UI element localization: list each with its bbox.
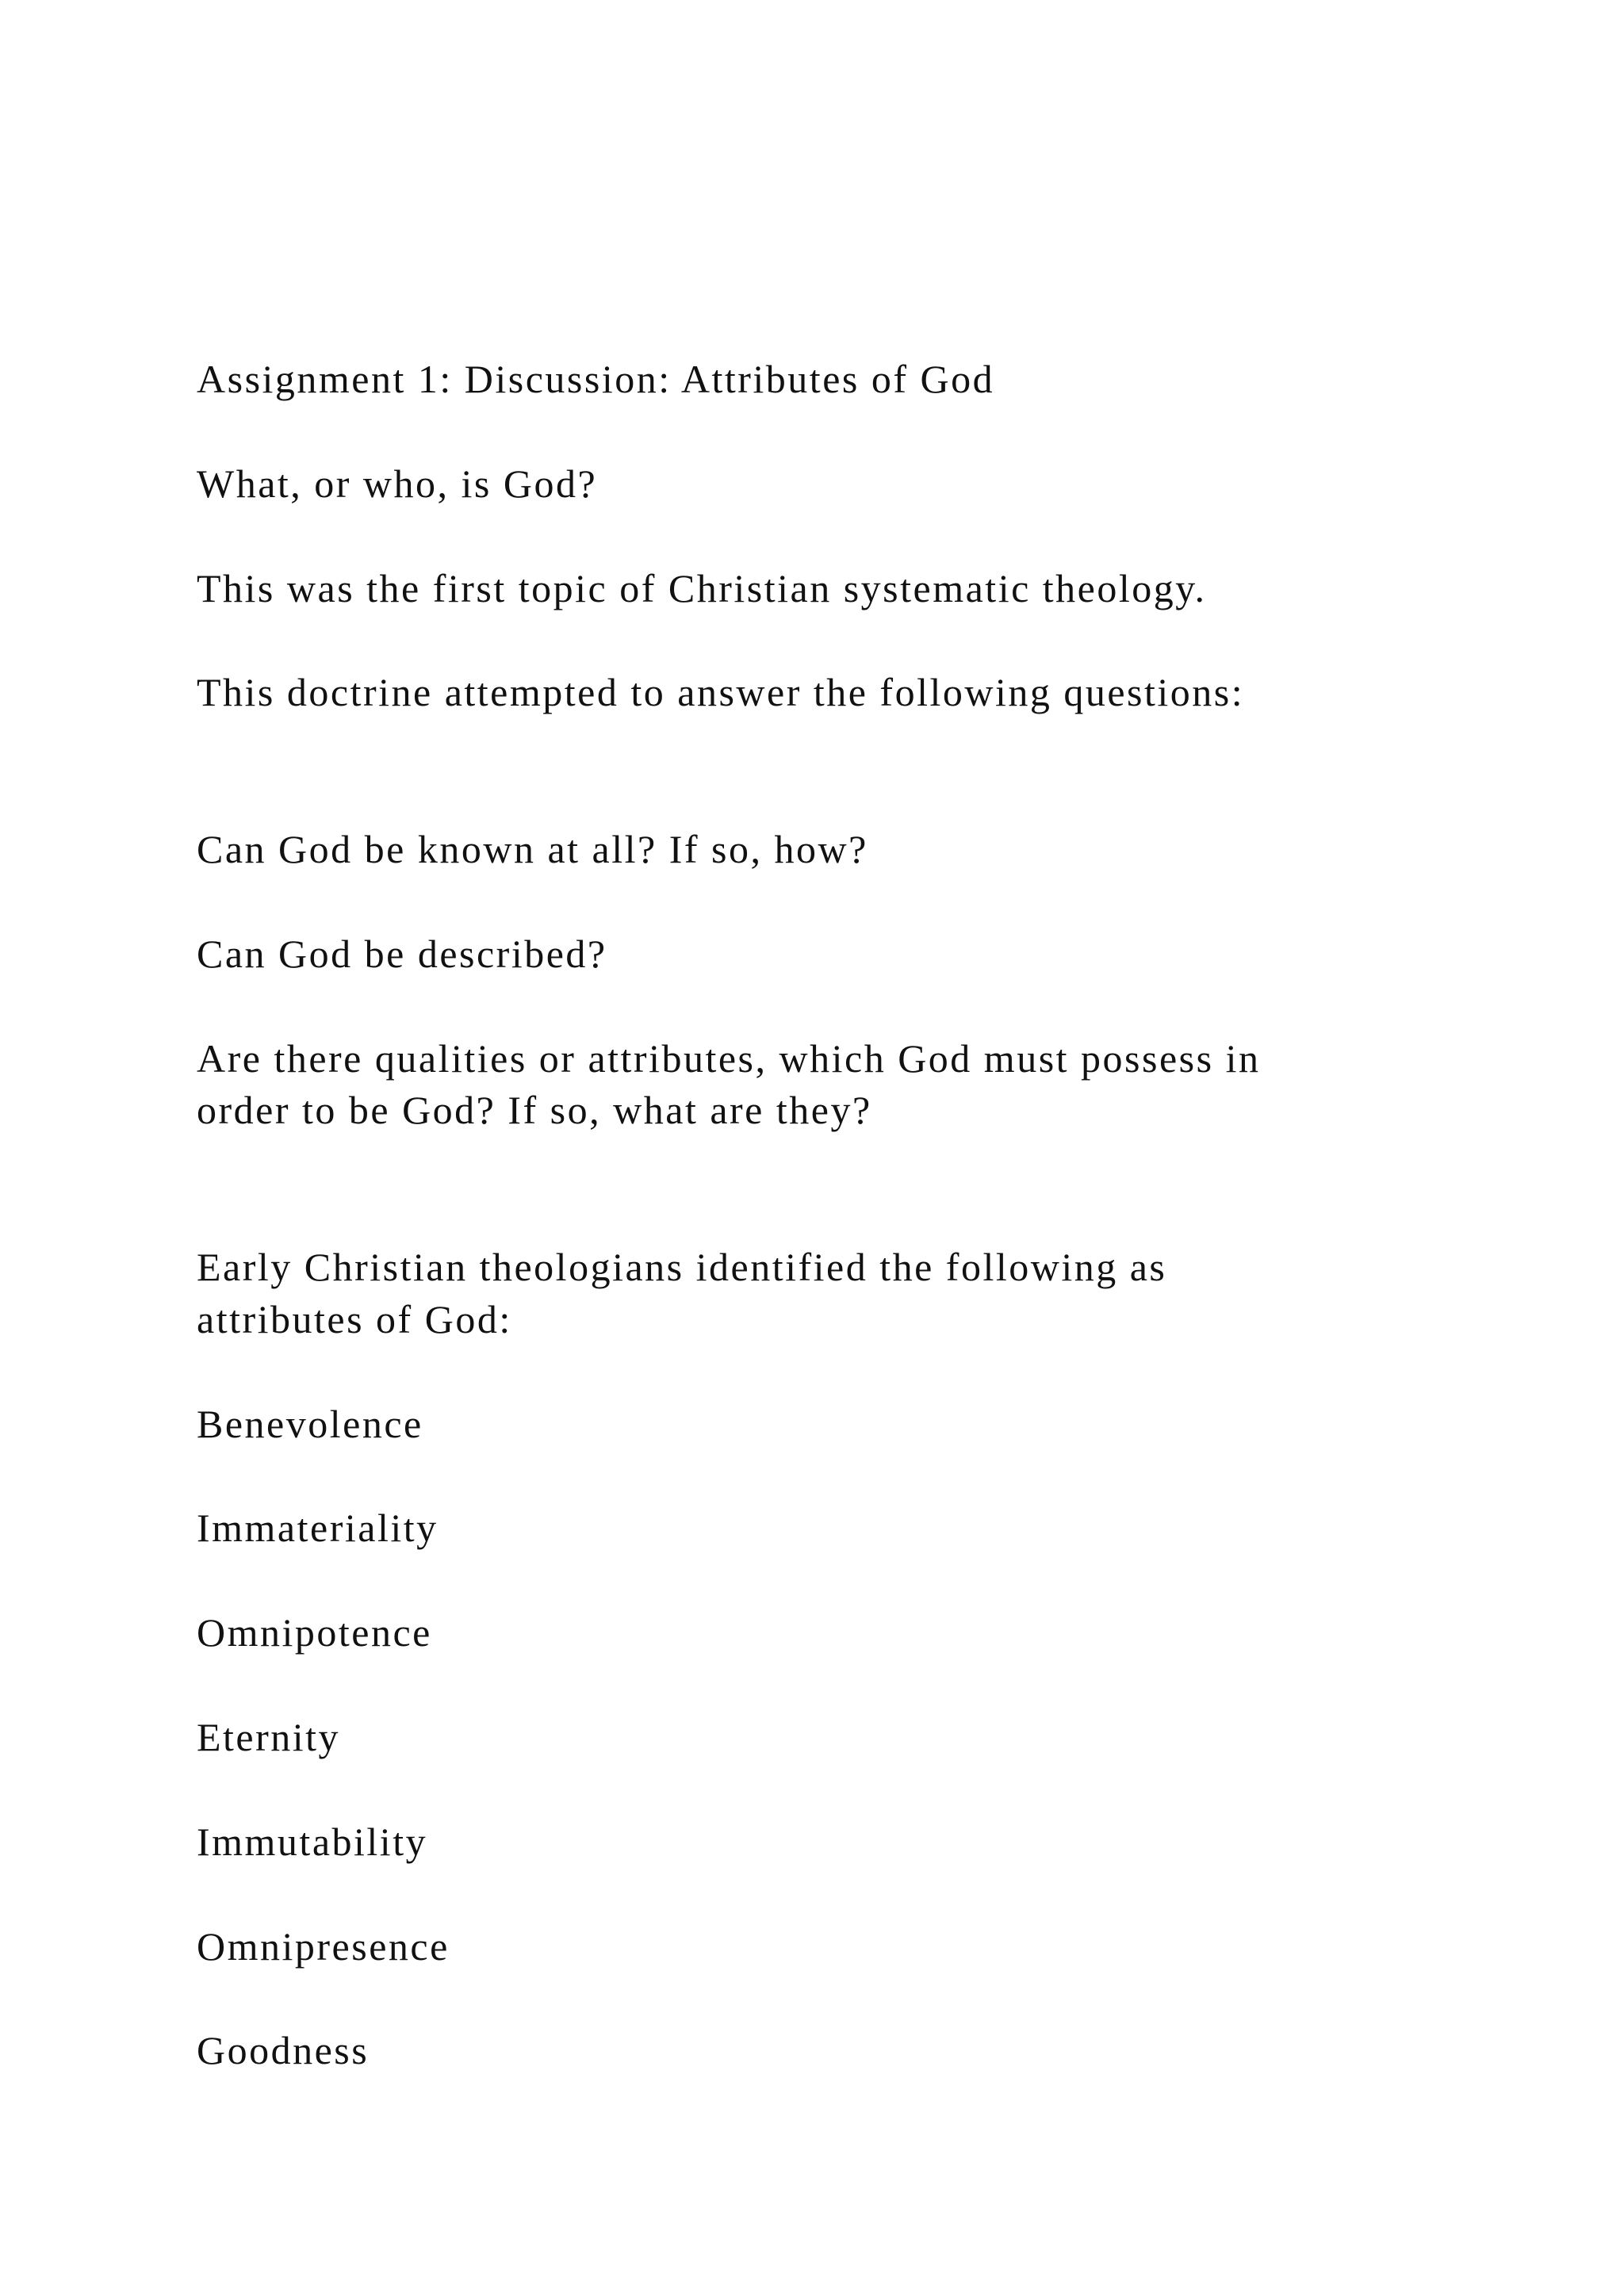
attribute-item: Eternity bbox=[197, 1715, 341, 1759]
attributes-intro-line-1: Early Christian theologians identified the following as bbox=[197, 1245, 1167, 1289]
question-item-line-2: order to be God? If so, what are they? bbox=[197, 1088, 872, 1132]
intro-line: This doctrine attempted to answer the following questions: bbox=[197, 670, 1245, 714]
attribute-item: Omnipresence bbox=[197, 1924, 450, 1969]
question-item: Can God be known at all? If so, how? bbox=[197, 827, 868, 871]
attribute-item: Immutability bbox=[197, 1820, 428, 1864]
attribute-item: Benevolence bbox=[197, 1402, 423, 1446]
question-item: Can God be described? bbox=[197, 932, 607, 976]
attribute-item: Omnipotence bbox=[197, 1610, 432, 1655]
attribute-item: Immateriality bbox=[197, 1506, 439, 1550]
intro-line: What, or who, is God? bbox=[197, 461, 598, 506]
attribute-item: Goodness bbox=[197, 2028, 370, 2072]
question-item-line-1: Are there qualities or attributes, which God must possess in bbox=[197, 1036, 1261, 1081]
attributes-intro-line-2: attributes of God: bbox=[197, 1297, 512, 1341]
document-title: Assignment 1: Discussion: Attributes of God bbox=[197, 357, 995, 401]
intro-line: This was the first topic of Christian systematic theology. bbox=[197, 566, 1207, 610]
